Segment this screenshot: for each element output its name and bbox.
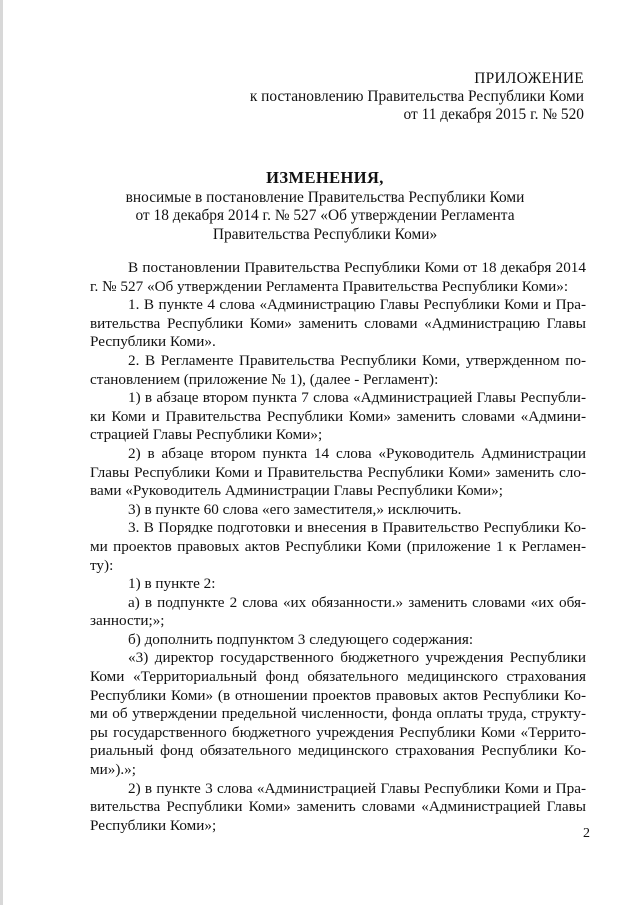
paragraph: 3. В Порядке подготовки и внесения в Правительство Республики Коми проектов правовых актов Республики Коми (приложение 1 к Регламенту): [90, 519, 586, 574]
appendix-line: от 11 декабря 2015 г. № 520 [403, 106, 584, 123]
appendix-title: ПРИЛОЖЕНИЕ [474, 70, 584, 87]
appendix-line: к постановлению Правительства Республики Коми [249, 88, 584, 105]
paragraph: 2) в пункте 3 слова «Администрацией Главы Республики Коми и Правительства Республики Коми» заменить словами «Администрацией Главы Республики Коми»; [90, 779, 586, 834]
page-number: 2 [583, 826, 590, 841]
paragraph: а) в подпункте 2 слова «их обязанности.» заменить словами «их обязанности;»; [90, 593, 586, 630]
heading-line: вносимые в постановление Правительства Республики Коми [125, 188, 525, 206]
document-heading [90, 169, 560, 244]
paragraph: б) дополнить подпунктом 3 следующего содержания: [128, 630, 474, 648]
paragraph: «3) директор государственного бюджетного учреждения Республики Коми «Территориальный фонд обязательного медицинского страхования Республики Коми» (в отношении проектов правовых актов Республики Коми об утверждении предельной численности, фонда оплаты труда, структуры государственного бюджетного учреждения Республики Коми «Территориальный фонд обязательного медицинского страхования Республики Коми»).»; [90, 649, 586, 779]
paragraph: 1. В пункте 4 слова «Администрацию Главы Республики Коми и Правительства Республики Коми» заменить словами «Администрацию Главы Республики Коми». [90, 296, 586, 351]
document-body [90, 259, 586, 835]
heading-line: Правительства Республики Коми» [212, 225, 438, 243]
paragraph: 1) в абзаце втором пункта 7 слова «Администрацией Главы Республики Коми и Правительства Республики Коми» заменить словами «Администрацией Главы Республики Коми»; [90, 389, 586, 444]
appendix-block [250, 70, 584, 124]
paragraph: В постановлении Правительства Республики Коми от 18 декабря 2014 г. № 527 «Об утверждении Регламента Правительства Республики Коми»: [90, 259, 586, 295]
heading-title: ИЗМЕНЕНИЯ, [266, 168, 384, 187]
paragraph: 1) в пункте 2: [128, 575, 216, 593]
paragraph: 2) в абзаце втором пункта 14 слова «Руководитель Администрации Главы Республики Коми и Правительства Республики Коми» заменить словами «Руководитель Администрации Главы Республики Коми»; [90, 444, 586, 500]
paragraph: 3) в пункте 60 слова «его заместителя,» исключить. [128, 500, 462, 518]
paragraph: 2. В Регламенте Правительства Республики Коми, утвержденном постановлением (приложение № 1), (далее - Регламент): [90, 351, 586, 388]
scan-edge [0, 0, 3, 905]
heading-line: от 18 декабря 2014 г. № 527 «Об утверждении Регламента [135, 207, 515, 224]
